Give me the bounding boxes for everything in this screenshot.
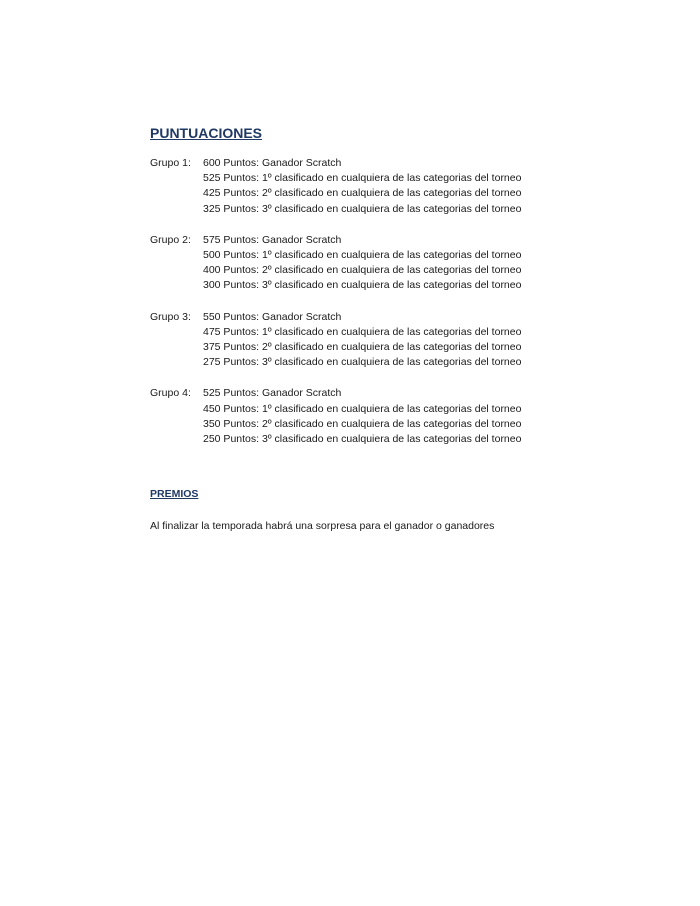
score-line: 525 Puntos: Ganador Scratch [203,387,342,400]
group-label: Grupo 3: [150,310,191,323]
premios-paragraph: Al finalizar la temporada habrá una sorpresa para el ganador o ganadores [150,520,495,533]
group-label: Grupo 4: [150,387,191,400]
score-line: 450 Puntos: 1º clasificado en cualquiera de las categorias del torneo [203,402,522,415]
premios-heading: PREMIOS [150,488,199,501]
score-line: 250 Puntos: 3º clasificado en cualquiera de las categorias del torneo [203,433,522,446]
group-lines [203,233,570,294]
score-line: 525 Puntos: 1º clasificado en cualquiera de las categorias del torneo [203,172,522,185]
score-group [150,156,570,217]
score-line: 550 Puntos: Ganador Scratch [203,310,342,323]
score-line: 475 Puntos: 1º clasificado en cualquiera de las categorias del torneo [203,325,522,338]
score-line: 325 Puntos: 3º clasificado en cualquiera de las categorias del torneo [203,202,522,215]
score-group [150,386,570,447]
score-line: 300 Puntos: 3º clasificado en cualquiera de las categorias del torneo [203,279,522,292]
score-line: 375 Puntos: 2º clasificado en cualquiera de las categorias del torneo [203,341,522,354]
group-label: Grupo 1: [150,157,191,169]
score-line: 600 Puntos: Ganador Scratch [203,157,342,169]
group-lines [203,310,570,371]
score-group [150,233,570,294]
puntuaciones-heading: PUNTUACIONES [150,125,263,141]
document-content [150,124,570,534]
score-line: 575 Puntos: Ganador Scratch [203,233,342,246]
group-lines [203,386,570,447]
group-lines [203,156,570,217]
score-line: 275 Puntos: 3º clasificado en cualquiera de las categorias del torneo [203,356,522,369]
score-line: 350 Puntos: 2º clasificado en cualquiera de las categorias del torneo [203,417,522,430]
score-line: 400 Puntos: 2º clasificado en cualquiera de las categorias del torneo [203,264,522,277]
score-group [150,310,570,371]
score-line: 425 Puntos: 2º clasificado en cualquiera de las categorias del torneo [203,187,522,200]
score-line: 500 Puntos: 1º clasificado en cualquiera de las categorias del torneo [203,249,522,262]
group-label: Grupo 2: [150,233,191,246]
